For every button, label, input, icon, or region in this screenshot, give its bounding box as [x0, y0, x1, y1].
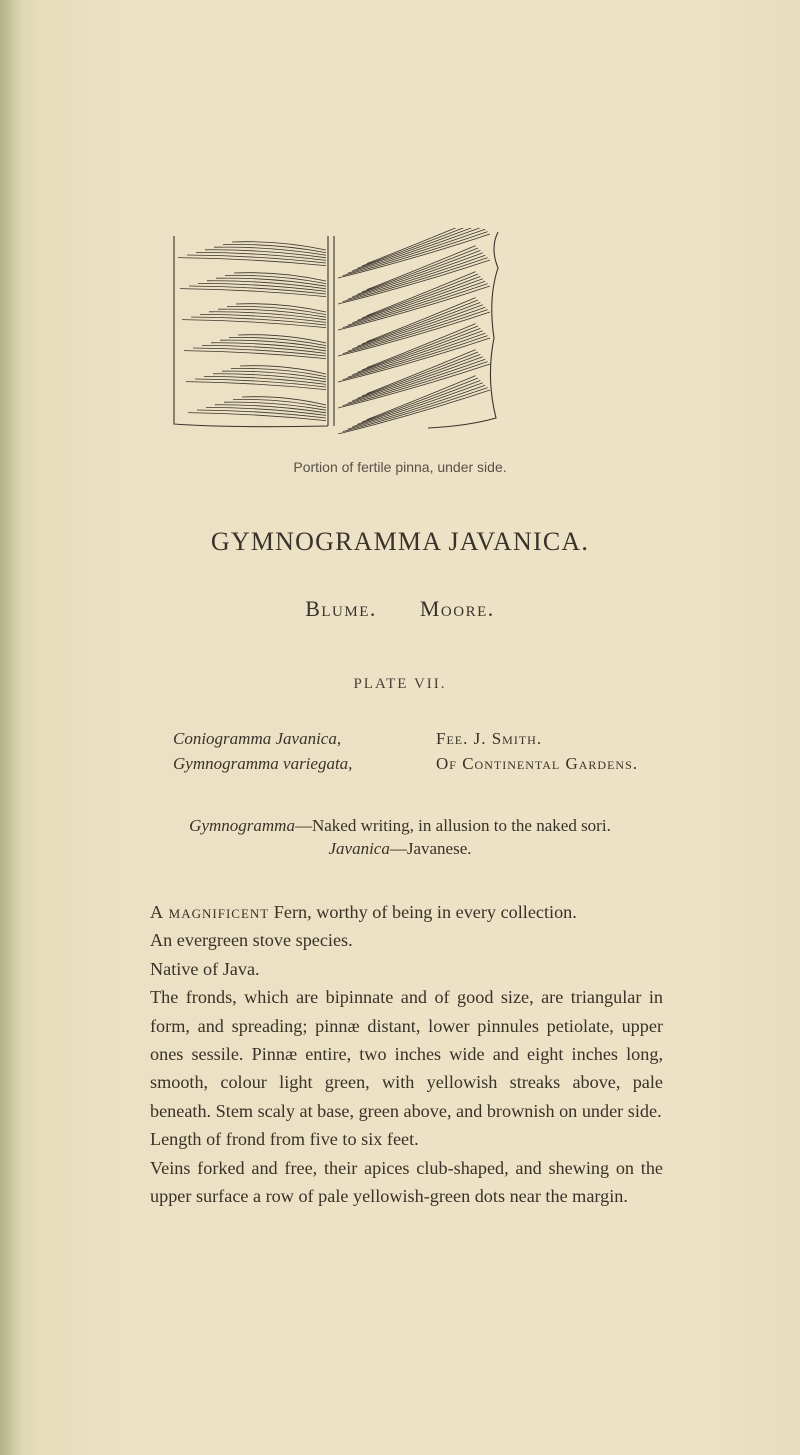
description-paragraph-fronds: The fronds, which are bipinnate and of good size, are triangular in form, and spreading; pinnæ distant, lower pinnules petiolate, upper ones sessile. Pinnæ entire, two inches wide and eight inches long, smooth, colour light green, with yellowish streaks above, pale beneath. Stem scaly at base, green above, and brownish on under side. [150, 987, 663, 1121]
description-line: An evergreen stove species. [150, 930, 353, 951]
page-edge-shadow [0, 0, 22, 1455]
etymology-term: Javanica [328, 839, 390, 858]
synonym-name: Coniogramma Javanica, [173, 729, 342, 748]
description-text: Fern, worthy of being in every collection. [269, 902, 577, 922]
right-sori-hatching [338, 228, 490, 434]
description-opening [133, 898, 663, 926]
figure-caption: Portion of fertile pinna, under side. [293, 459, 507, 475]
fern-pinna-illustration [168, 228, 504, 434]
description [133, 898, 663, 1210]
author-blume: Blume. [305, 596, 377, 621]
description-paragraph-veins: Veins forked and free, their apices club-shaped, and shewing on the upper surface a row of pale yellowish-green dots near the margin. [150, 1157, 663, 1207]
synonym-name: Gymnogramma variegata, [173, 754, 353, 773]
left-sori-hatching [178, 242, 326, 421]
author-moore: Moore. [419, 596, 495, 621]
description-paragraph-length: Length of frond from five to six feet. [150, 1129, 419, 1150]
etymology-meaning: —Javanese. [389, 839, 472, 858]
synonym-authority: Fee. J. Smith. [436, 729, 543, 748]
lead-small-caps: A magnificent [150, 902, 270, 922]
left-pinna-half [174, 236, 328, 427]
etymology-line [0, 816, 800, 836]
synonym-authority: Of Continental Gardens. [436, 754, 639, 773]
description-line: Native of Java. [150, 958, 260, 979]
etymology-line [0, 839, 800, 859]
etymology-term: Gymnogramma [189, 816, 295, 835]
plate-number: PLATE VII. [353, 676, 447, 692]
authors-line [0, 596, 800, 622]
etymology-meaning: —Naked writing, in allusion to the naked sori. [294, 816, 611, 835]
page-title: GYMNOGRAMMA JAVANICA. [210, 527, 590, 556]
